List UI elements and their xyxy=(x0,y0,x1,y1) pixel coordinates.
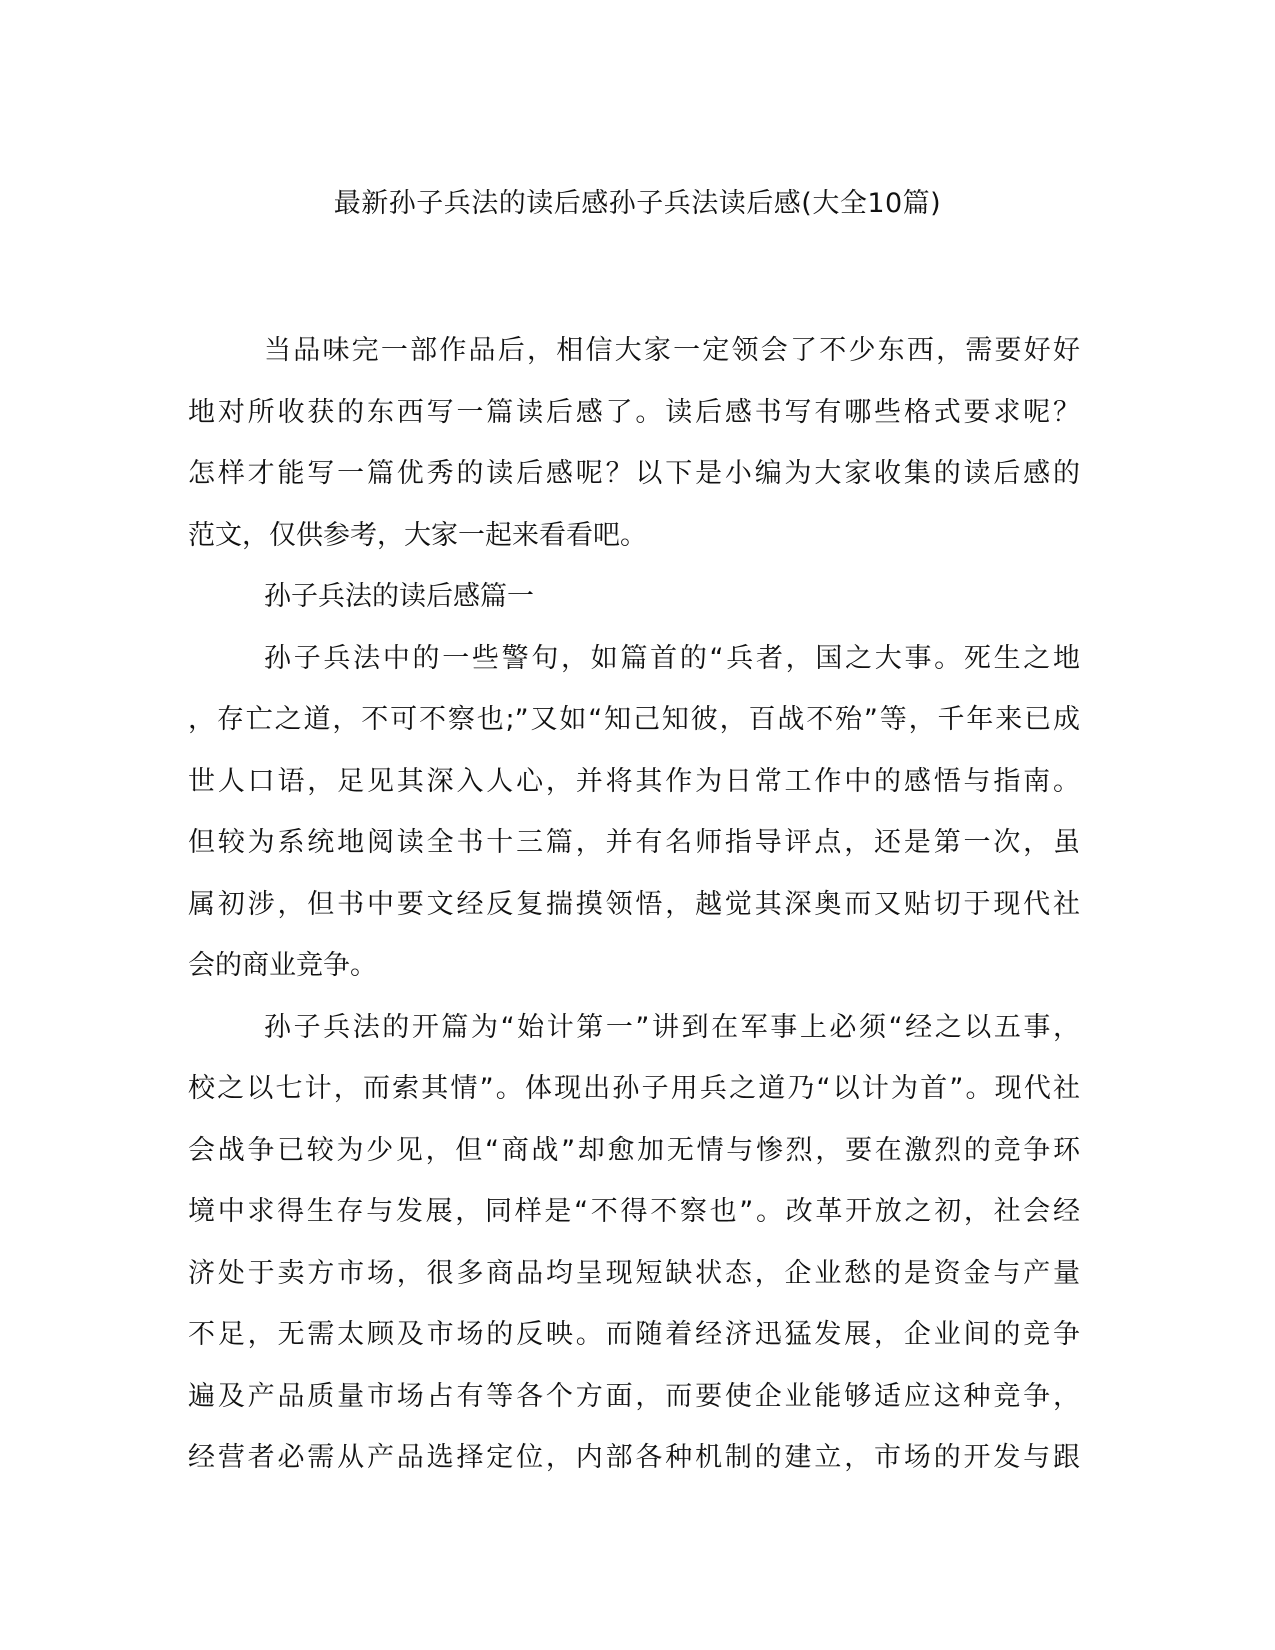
paragraph-line: 孙子兵法的开篇为“始计第一”讲到在军事上必须“经之以五事， xyxy=(264,1011,1080,1043)
paragraph-line: 但较为系统地阅读全书十三篇，并有名师指导评点，还是第一次，虽 xyxy=(188,827,1080,858)
paragraph-line: 会战争已较为少见，但“商战”却愈加无情与惨烈，要在激烈的竞争环 xyxy=(188,1134,1080,1166)
paragraph-line: 范文，仅供参考，大家一起来看看吧。 xyxy=(188,519,647,551)
paragraph-line: 当品味完一部作品后，相信大家一定领会了不少东西，需要好好 xyxy=(264,335,1080,366)
paragraph-line: 境中求得生存与发展，同样是“不得不察也”。改革开放之初，社会经 xyxy=(188,1196,1080,1227)
paragraph-line: 会的商业竞争。 xyxy=(188,950,377,981)
paragraph-line: 济处于卖方市场，很多商品均呈现短缺状态，企业愁的是资金与产量 xyxy=(188,1257,1080,1289)
document-body xyxy=(188,320,1080,1489)
paragraph-line: 遍及产品质量市场占有等各个方面，而要使企业能够适应这种竞争， xyxy=(188,1380,1080,1412)
paragraph-line: 不足，无需太顾及市场的反映。而随着经济迅猛发展，企业间的竞争 xyxy=(188,1319,1080,1350)
paragraph-line: 校之以七计，而索其情”。体现出孙子用兵之道乃“以计为首”。现代社 xyxy=(188,1073,1080,1104)
paragraph-line: 经营者必需从产品选择定位，内部各种机制的建立，市场的开发与跟 xyxy=(188,1442,1080,1473)
paragraph-line: 属初涉，但书中要文经反复揣摸领悟，越觉其深奥而又贴切于现代社 xyxy=(188,888,1080,920)
section-heading: 孙子兵法的读后感篇一 xyxy=(264,581,534,612)
paragraph-line: ，存亡之道，不可不察也;”又如“知己知彼，百战不殆”等，千年来已成 xyxy=(188,704,1080,735)
paragraph-line: 地对所收获的东西写一篇读后感了。读后感书写有哪些格式要求呢？ xyxy=(188,396,1080,428)
paragraph-line: 怎样才能写一篇优秀的读后感呢？以下是小编为大家收集的读后感的 xyxy=(188,458,1080,489)
paragraph-line: 孙子兵法中的一些警句，如篇首的“兵者，国之大事。死生之地 xyxy=(264,642,1080,674)
paragraph-line: 世人口语，足见其深入人心，并将其作为日常工作中的感悟与指南。 xyxy=(188,765,1080,797)
document-title: 最新孙子兵法的读后感孙子兵法读后感(大全10篇) xyxy=(333,188,942,219)
